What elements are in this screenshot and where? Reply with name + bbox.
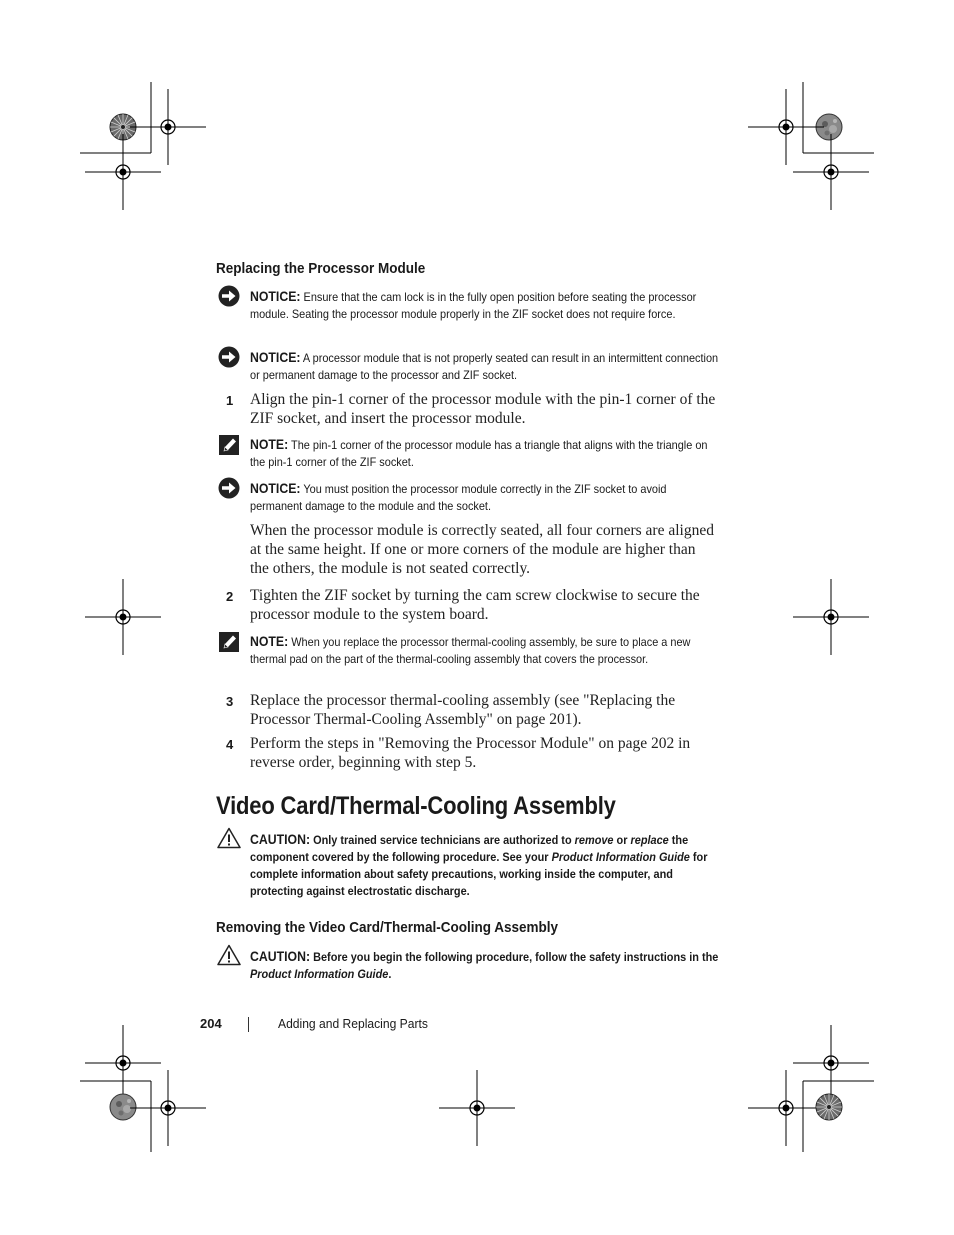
caution-label: CAUTION:: [250, 832, 311, 847]
notice-text: You must position the processor module correctly in the ZIF socket to avoid permanent damage to the module and the socket.: [250, 482, 667, 513]
caution-icon: [217, 827, 241, 849]
caution-2: [250, 948, 719, 983]
caution-emphasis: Product Information Guide: [551, 850, 690, 864]
note-label: NOTE:: [250, 437, 289, 452]
step-number: 3: [226, 694, 234, 709]
caution-emphasis: replace: [630, 833, 669, 847]
notice-label: NOTICE:: [250, 481, 301, 496]
chapter-title: Adding and Replacing Parts: [278, 1016, 428, 1031]
footer-divider: [248, 1017, 249, 1032]
step-1-text: Align the pin-1 corner of the processor module with the pin-1 corner of the ZIF socket, and insert the processor module.: [250, 391, 716, 427]
caution-emphasis: remove: [574, 833, 614, 847]
step-number: 1: [226, 393, 234, 408]
note-label: NOTE:: [250, 634, 289, 649]
notice-label: NOTICE:: [250, 350, 301, 365]
notice-text: Ensure that the cam lock is in the fully open position before seating the processor module. Seating the processor module properly in the ZIF socket does not require force.: [250, 290, 697, 321]
notice-icon: [218, 285, 240, 307]
step-2-text: Tighten the ZIF socket by turning the cam screw clockwise to secure the processor module to the system board.: [250, 587, 700, 623]
step-4-text: Perform the steps in "Removing the Processor Module" on page 202 in reverse order, beginning with step 5.: [250, 735, 691, 771]
notice-icon: [218, 346, 240, 368]
section-heading-replacing-processor: Replacing the Processor Module: [216, 260, 426, 277]
notice-1: [250, 288, 719, 323]
notice-2: [250, 349, 719, 384]
notice-text: A processor module that is not properly seated can result in an intermittent connection or permanent damage to the processor and ZIF socket.: [250, 351, 719, 382]
section-heading-video-card: Video Card/Thermal-Cooling Assembly: [216, 792, 616, 820]
caution-text: or: [613, 833, 631, 847]
step-number: 4: [226, 737, 234, 752]
step-number: 2: [226, 589, 234, 604]
body-paragraph: When the processor module is correctly seated, all four corners are aligned at the same height. If one or more corners of the module are higher than the others, the module is not seated correctly.: [250, 522, 714, 577]
page-number: 204: [200, 1016, 222, 1031]
note-text: The pin-1 corner of the processor module has a triangle that aligns with the triangle on the pin-1 corner of the ZIF socket.: [250, 438, 708, 469]
caution-label: CAUTION:: [250, 949, 311, 964]
note-1: [250, 436, 719, 471]
note-text: When you replace the processor thermal-cooling assembly, be sure to place a new thermal pad on the part of the thermal-cooling assembly that covers the processor.: [250, 635, 691, 666]
caution-text: Only trained service technicians are authorized to: [310, 833, 575, 847]
caution-text: Before you begin the following procedure, follow the safety instructions in the: [310, 950, 719, 964]
step-3-text: Replace the processor thermal-cooling assembly (see "Replacing the Processor Thermal-Cooling Assembly" on page 201).: [250, 692, 676, 728]
caution-text: the component covered by the following procedure. See your: [250, 833, 689, 864]
notice-icon: [218, 477, 240, 499]
note-icon: [218, 631, 240, 653]
caution-icon: [217, 944, 241, 966]
notice-3: [250, 480, 719, 515]
section-heading-removing-video-card: Removing the Video Card/Thermal-Cooling Assembly: [216, 919, 559, 936]
note-2: [250, 633, 719, 668]
caution-1: [250, 831, 719, 900]
notice-label: NOTICE:: [250, 289, 301, 304]
caution-text: .: [388, 967, 392, 981]
caution-text: for complete information about safety precautions, working inside the computer, and protecting against electrostatic discharge.: [250, 850, 708, 898]
note-icon: [218, 434, 240, 456]
caution-emphasis: Product Information Guide: [250, 967, 389, 981]
